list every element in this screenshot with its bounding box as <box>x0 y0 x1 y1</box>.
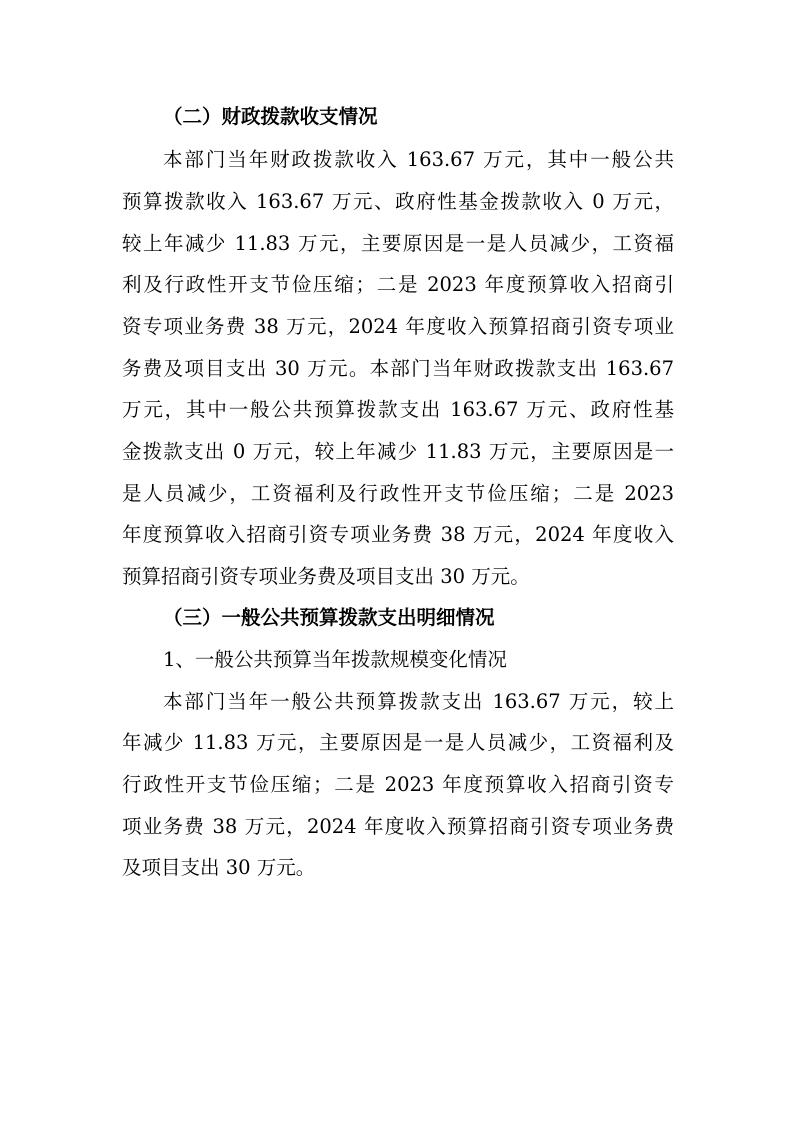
section3-line-4: 项业务费 38 万元，2024 年度收入预算招商引资专项业务费 <box>122 815 674 838</box>
section3-line-2: 年减少 11.83 万元，主要原因是一是人员减少，工资福利及 <box>122 731 674 754</box>
section2-line-11: 预算招商引资专项业务费及项目支出 30 万元。 <box>122 565 530 588</box>
section2-line-9: 是人员减少，工资福利及行政性开支节俭压缩；二是 2023 <box>122 482 674 505</box>
section2-line-6: 务费及项目支出 30 万元。本部门当年财政拨款支出 163.67 <box>122 357 674 380</box>
section3-line-3: 行政性开支节俭压缩；二是 2023 年度预算收入招商引资专 <box>122 773 674 796</box>
section2-line-10: 年度预算收入招商引资专项业务费 38 万元，2024 年度收入 <box>122 523 674 546</box>
section2-heading: （二）财政拨款收支情况 <box>163 105 378 128</box>
section3-line-1: 本部门当年一般公共预算拨款支出 163.67 万元，较上 <box>163 690 674 713</box>
section2-line-1: 本部门当年财政拨款收入 163.67 万元，其中一般公共 <box>163 148 674 171</box>
section2-line-4: 利及行政性开支节俭压缩；二是 2023 年度预算收入招商引 <box>122 273 674 296</box>
section2-line-8: 金拨款支出 0 万元，较上年减少 11.83 万元，主要原因是一 <box>122 440 674 463</box>
section2-line-7: 万元，其中一般公共预算拨款支出 163.67 万元、政府性基 <box>122 398 674 421</box>
section2-line-5: 资专项业务费 38 万元，2024 年度收入预算招商引资专项业 <box>122 315 674 338</box>
section2-line-3: 较上年减少 11.83 万元，主要原因是一是人员减少，工资福 <box>122 232 674 255</box>
section3-heading: （三）一般公共预算拨款支出明细情况 <box>163 606 495 629</box>
section3-subheading: 1、一般公共预算当年拨款规模变化情况 <box>163 648 507 671</box>
section2-line-2: 预算拨款收入 163.67 万元、政府性基金拨款收入 0 万元， <box>122 190 674 213</box>
section3-line-5: 及项目支出 30 万元。 <box>122 856 316 879</box>
